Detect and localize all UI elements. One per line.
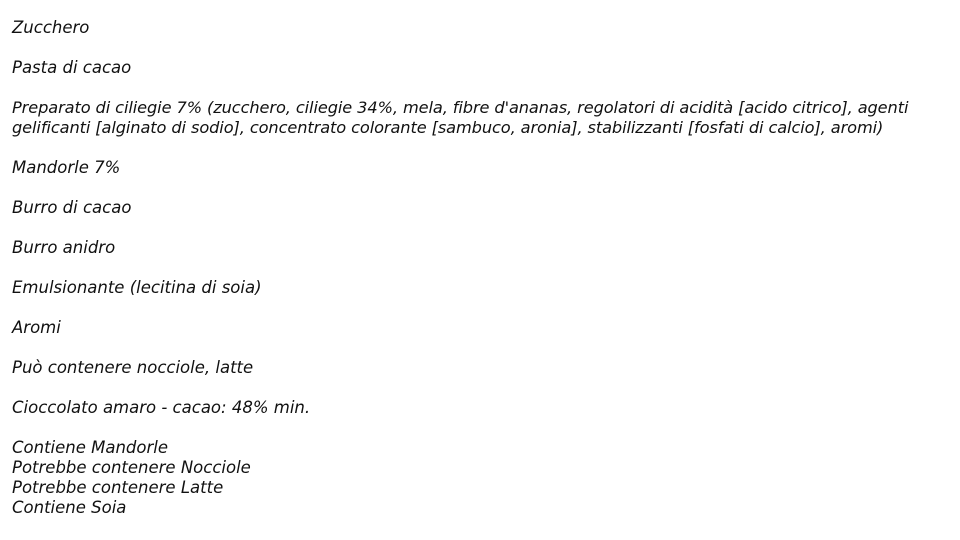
allergen-list [12,438,952,518]
ingredient-line: Zucchero [12,18,90,37]
ingredient-line: Emulsionante (lecitina di soia) [12,278,262,297]
allergen-line: Potrebbe contenere Nocciole [12,458,251,477]
allergen-line: Potrebbe contenere Latte [12,478,224,497]
allergen-line: Contiene Mandorle [12,438,169,457]
cocoa-content-line: Cioccolato amaro - cacao: 48% min. [12,398,311,417]
ingredient-line: Mandorle 7% [12,158,121,177]
ingredient-line: Aromi [12,318,61,337]
ingredient-document [12,18,952,518]
ingredient-line: Burro anidro [12,238,116,257]
ingredient-line: Preparato di ciliegie 7% (zucchero, ciliegie 34%, mela, fibre d'ananas, regolatori di acidità [acido citrico], agenti gelificanti [alginato di sodio], concentrato colorante [sambuco, aronia], stabilizzanti [fosfati di calcio], aromi) [12,98,909,137]
ingredient-line: Pasta di cacao [12,58,132,77]
may-contain-line: Può contenere nocciole, latte [12,358,254,377]
allergen-line: Contiene Soia [12,498,127,517]
ingredient-line: Burro di cacao [12,198,132,217]
